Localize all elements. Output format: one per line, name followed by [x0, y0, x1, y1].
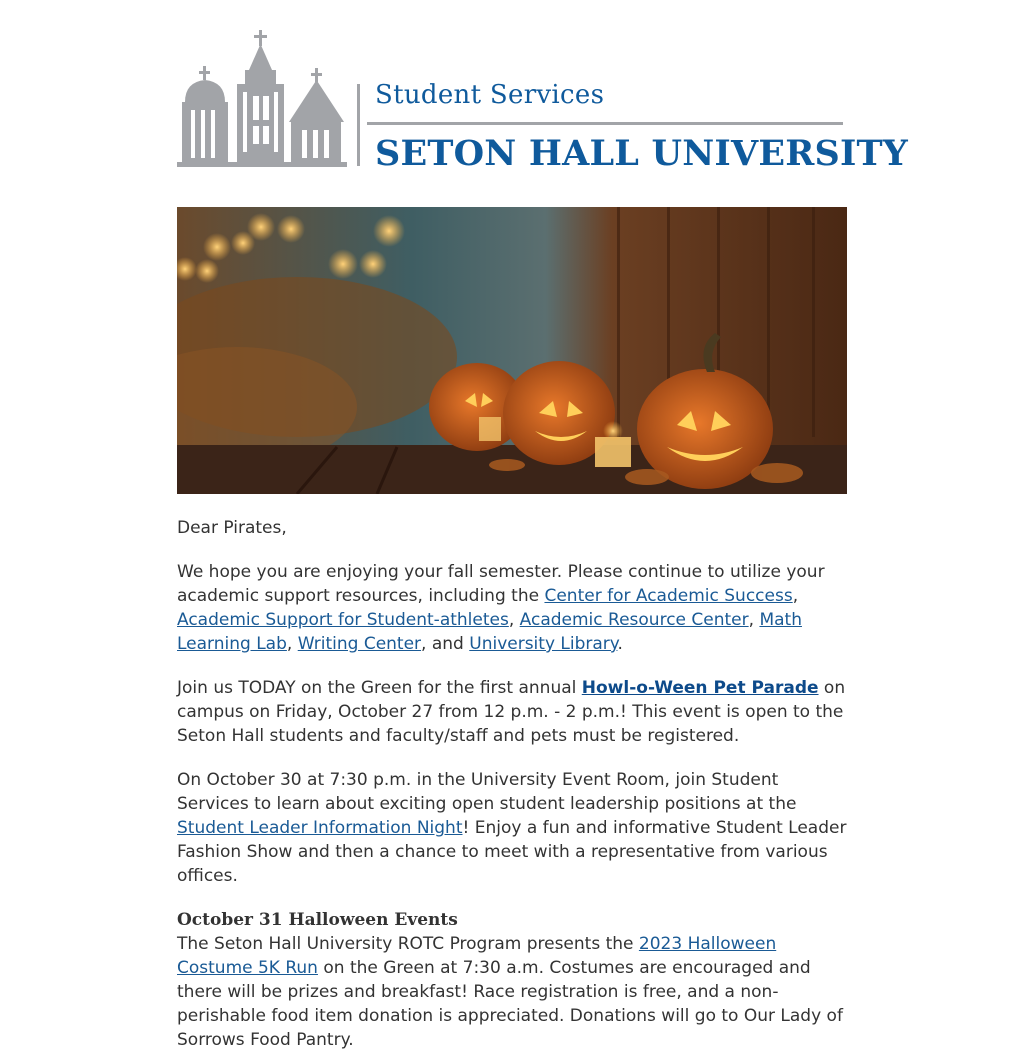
email-body [177, 516, 853, 1052]
link-center-for-academic-success[interactable]: Center for Academic Success [544, 586, 793, 606]
resources-paragraph: We hope you are enjoying your fall semester. Please continue to utilize your academic support resources, including the Center for Academic Success, Academic Support for Student-athletes, Academic Resource Center, Math Learning Lab, Writing Center, and University Library. [177, 562, 825, 654]
logo-student-services: Student Services [375, 80, 605, 110]
logo-rule [367, 122, 843, 125]
church-building-icon [177, 26, 357, 176]
logo-university-name: SETON HALL UNIVERSITY [375, 133, 908, 174]
link-academic-support-student-athletes[interactable]: Academic Support for Student-athletes [177, 610, 509, 630]
greeting: Dear Pirates, [177, 518, 287, 538]
costume-run-paragraph: The Seton Hall University ROTC Program presents the 2023 Halloween Costume 5K Run on the Green at 7:30 a.m. Costumes are encouraged and there will be prizes and breakfast! Race registration is free, and a non-perishable food item donation is appreciated. Donations will go to Our Lady of Sorrows Food Pantry. [177, 934, 843, 1050]
section-title: October 31 Halloween Events [177, 910, 458, 930]
halloween-pumpkins-image [177, 207, 847, 494]
logo-divider [357, 84, 360, 166]
link-writing-center[interactable]: Writing Center [297, 634, 422, 654]
pet-parade-paragraph: Join us TODAY on the Green for the first annual Howl-o-Ween Pet Parade on campus on Friday, October 27 from 12 p.m. - 2 p.m.! This event is open to the Seton Hall students and faculty/staff and pets must be registered. [177, 678, 846, 746]
link-academic-resource-center[interactable]: Academic Resource Center [519, 610, 749, 630]
link-university-library[interactable]: University Library [469, 634, 618, 654]
link-math-learning-lab[interactable]: Math Learning Lab [177, 610, 802, 654]
seton-hall-student-services-logo [177, 26, 908, 176]
link-halloween-costume-5k-run[interactable]: 2023 Halloween Costume 5K Run [177, 934, 777, 978]
halloween-events-section [177, 908, 853, 1052]
leader-info-paragraph: On October 30 at 7:30 p.m. in the University Event Room, join Student Services to learn about exciting open student leadership positions at the Student Leader Information Night! Enjoy a fun and informative Student Leader Fashion Show and then a chance to meet with a representative from various offices. [177, 770, 847, 886]
link-student-leader-information-night[interactable]: Student Leader Information Night [177, 818, 463, 838]
link-howl-o-ween-pet-parade[interactable]: Howl-o-Ween Pet Parade [581, 678, 819, 698]
